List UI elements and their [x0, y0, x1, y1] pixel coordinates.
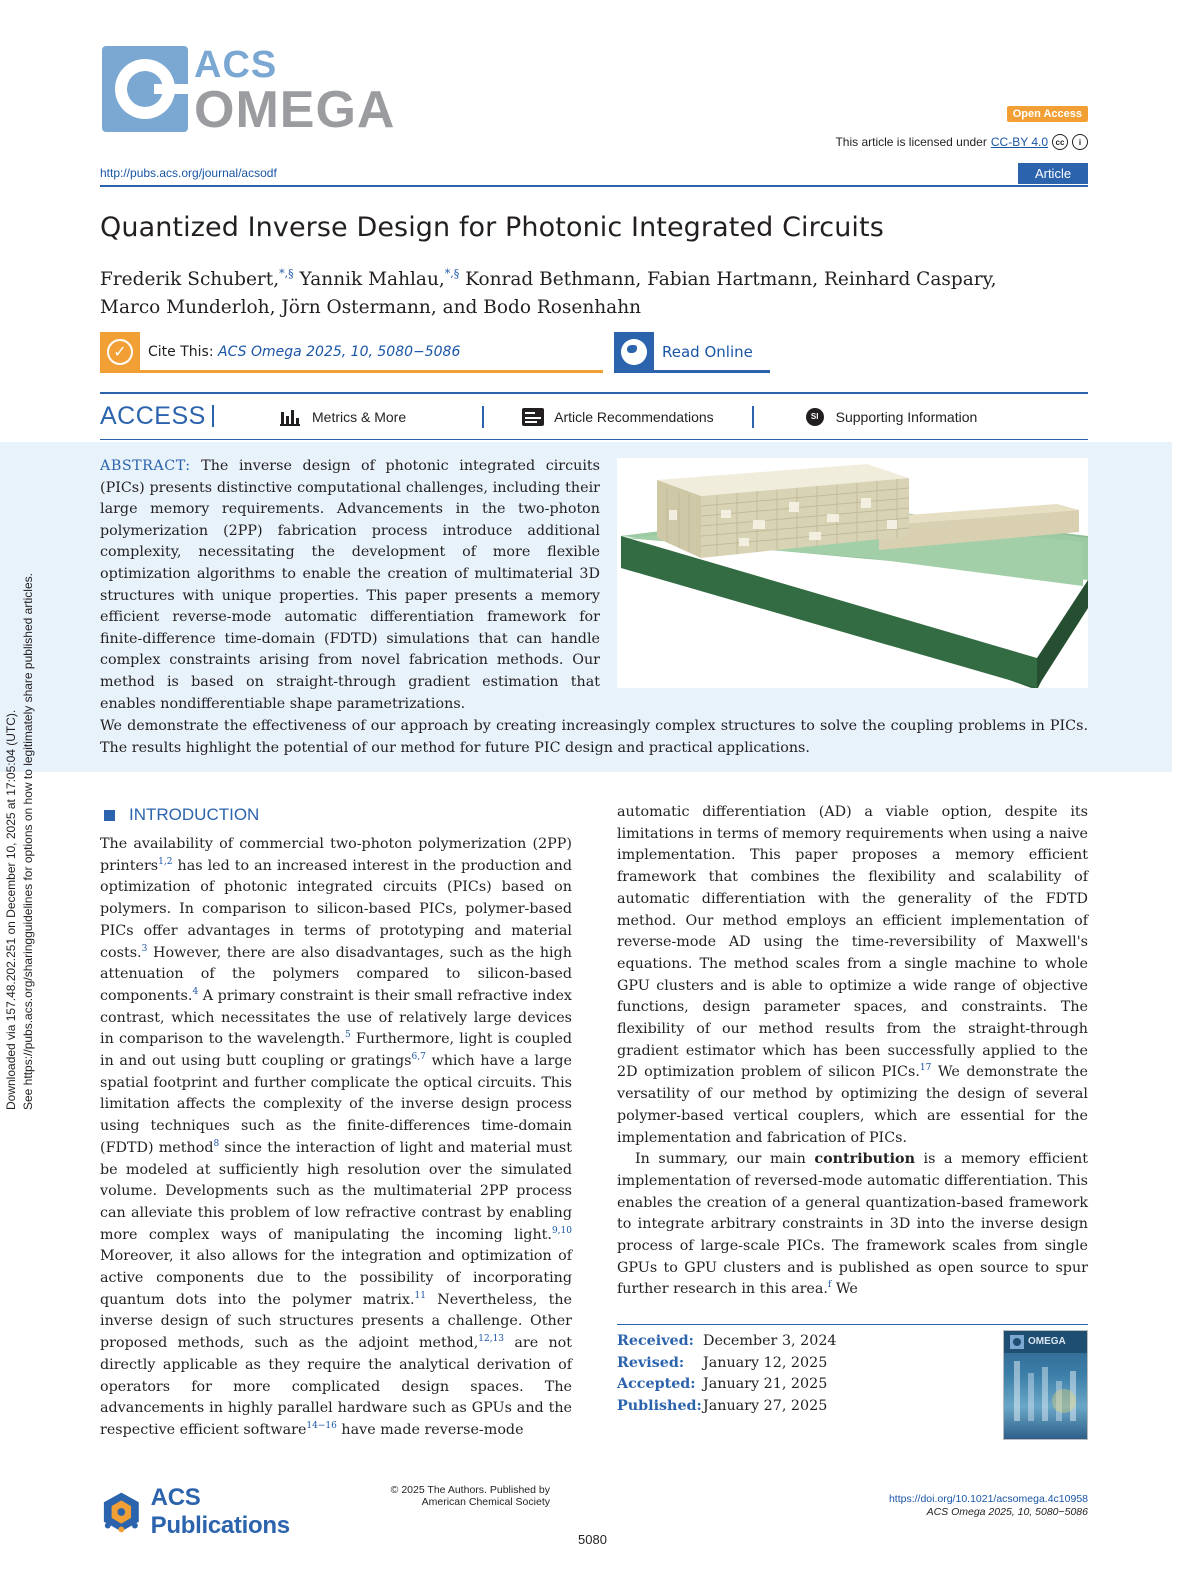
body-text: We demonstrate the versatility of our method by optimizing the design of several polymer-based vertical couplers, which are essential for the implementation and fabrication of PICs. — [617, 1064, 1088, 1146]
body-text: since the interaction of light and material must be modeled at sufficiently high resolution over the simulated volume. Developments such as the multimaterial 2PP process can alleviate this problem of low refractive contrast by enabling more complex ways of manipulating the incoming light. — [100, 1139, 573, 1243]
bold-term: contribution — [814, 1151, 915, 1168]
body-text: In summary, our main — [635, 1151, 815, 1168]
body-text: is a memory efficient implementation of reversed-mode automatic differentiation. This enables the creation of a general quantization-based framework to integrate arbitrary constraints in 3D into the inverse design process of large-scale PICs. The framework scales from single GPUs to GPU clusters and is published as open source to spur further research in this area. — [617, 1151, 1088, 1298]
cite-text — [148, 344, 460, 360]
copyright-line2: American Chemical Society — [421, 1496, 550, 1508]
citation-link[interactable]: 4 — [192, 986, 199, 997]
introduction-heading-text: INTRODUCTION — [129, 805, 260, 824]
publisher-name: ACS Publications — [150, 1484, 290, 1539]
body-text: The availability of commercial two-photon polymerization (2PP) printers — [100, 836, 572, 874]
article-title: Quantized Inverse Design for Photonic Integrated Circuits — [100, 212, 884, 243]
acs-omega-logo — [100, 44, 430, 139]
date-value: January 27, 2025 — [703, 1398, 828, 1415]
journal-citation: ACS Omega 2025, 10, 5080−5086 — [926, 1506, 1088, 1518]
bar-chart-icon — [280, 408, 300, 426]
download-notice-line1: Downloaded via 157.48.202.251 on December 10, 2025 at 17:05:04 (UTC). — [4, 709, 18, 1110]
introduction-heading — [104, 805, 259, 825]
by-icon: i — [1072, 134, 1088, 150]
paragraph — [617, 802, 1088, 1149]
access-label-text: ACCESS — [100, 402, 206, 430]
cite-this-box[interactable] — [100, 333, 603, 373]
citation-link[interactable]: 3 — [141, 943, 148, 954]
checkmark-icon: ✓ — [100, 332, 140, 372]
read-online-label[interactable]: Read Online — [662, 342, 753, 361]
intro-left-column — [100, 834, 572, 1442]
article-type-badge: Article — [1018, 163, 1088, 184]
date-value: January 12, 2025 — [703, 1354, 828, 1371]
access-label — [100, 402, 280, 431]
page-number: 5080 — [578, 1532, 607, 1547]
citation-link[interactable]: 12,13 — [478, 1334, 505, 1345]
cover-title: OMEGA — [1028, 1336, 1066, 1347]
download-notice — [3, 450, 43, 1110]
date-key: Received: — [617, 1333, 694, 1349]
heading-square-icon — [104, 810, 115, 821]
body-text: Nevertheless, the inverse design of such structures presents a challenge. Other proposed methods, such as the adjoint method, — [100, 1291, 572, 1352]
body-text: automatic differentiation (AD) a viable option, despite its limitations in terms of memory requirements when using a naive implementation. This paper proposes a memory efficient framework that combines the flexibility and scalability of automatic differentiation with the generality of the FDTD method. Our method employs an efficient implementation of reverse-mode AD using the time-reversibility of Maxwell's equations. The method scales from a single machine to whole GPU clusters and is able to optimize a wide range of objective functions, design parameter spaces, and constraints. The flexibility of our method results from the straight-through gradient estimator which has been successfully applied to the 2D optimization problem of silicon PICs. — [617, 804, 1088, 1081]
download-notice-line2: See https://pubs.acs.org/sharingguidelines for options on how to legitimately share published articles. — [21, 573, 35, 1110]
globe-icon — [614, 332, 654, 372]
access-separator — [482, 406, 484, 428]
citation-link[interactable]: 17 — [919, 1063, 932, 1074]
supporting-label: Supporting Information — [835, 408, 978, 425]
omega-logo-icon — [100, 44, 190, 134]
license-link[interactable]: CC-BY 4.0 — [990, 135, 1048, 149]
license-line — [835, 134, 1088, 150]
author-mahlau[interactable]: Yannik Mahlau, — [293, 269, 445, 290]
toc-graphic-image — [617, 458, 1088, 688]
citation-link[interactable]: 14−16 — [306, 1420, 337, 1431]
body-text: have made reverse-mode — [336, 1421, 524, 1438]
access-separator — [752, 406, 754, 428]
author-schubert[interactable]: Frederik Schubert, — [100, 269, 280, 290]
cc-icon: cc — [1052, 134, 1068, 150]
journal-cover-image[interactable] — [1003, 1330, 1088, 1440]
date-key: Published: — [617, 1398, 702, 1415]
license-prefix: This article is licensed under — [835, 135, 987, 149]
intro-right-column — [617, 802, 1088, 1301]
citation-link[interactable]: 9,10 — [551, 1225, 572, 1236]
supporting-information-link[interactable] — [806, 408, 978, 426]
citation-link[interactable]: 1,2 — [158, 856, 173, 867]
body-text: has led to an increased interest in the production and optimization of photonic integrated circuits (PICs) based on polymers. In comparison to silicon-based PICs, polymer-based PICs offer advantages in terms of prototyping and material costs. — [100, 857, 572, 961]
abstract-body: The inverse design of photonic integrated circuits (PICs) presents distinctive computational challenges, including their large memory requirements. Advancements in the two-photon polymerization (2PP) fabrication process introduce additional complexity, necessitating the development of more flexible optimization algorithms to enable the creation of multimaterial 3D structures with unique properties. This paper presents a memory efficient reverse-mode automatic differentiation framework for finite-difference time-domain (FDTD) simulations that can handle complex constraints arising from novel fabrication methods. Our method is based on straight-through gradient estimation that enables nondifferentiable shape parametrizations. — [100, 458, 600, 712]
body-text: are not directly applicable as they require the analytical derivation of operators for more complicated design spaces. The advancements in highly parallel hardware such as GPUs and the respective efficient software — [100, 1335, 573, 1438]
doi-link[interactable]: https://doi.org/10.1021/acsomega.4c10958 — [888, 1493, 1088, 1505]
author-list — [100, 260, 1090, 322]
read-online-box[interactable] — [614, 333, 770, 373]
body-text: which have a large spatial footprint and further complicate the optical circuits. This limitation affects the complexity of the inverse design process using techniques such as the finite-differences time-domain (FDTD) method — [100, 1053, 572, 1156]
date-key: Revised: — [617, 1354, 685, 1371]
date-value: January 21, 2025 — [703, 1376, 828, 1393]
logo-acs-text: ACS — [194, 44, 278, 86]
logo-omega-text: OMEGA — [194, 81, 396, 139]
body-text: Furthermore, light is coupled in and out using butt coupling or gratings — [100, 1031, 572, 1070]
journal-url-link[interactable]: http://pubs.acs.org/journal/acsodf — [100, 166, 277, 180]
doi-block — [889, 1493, 1088, 1519]
citation-link[interactable]: 5 — [344, 1030, 351, 1041]
body-text: However, there are also disadvantages, such as the high attenuation of the polymers compared to silicon-based components. — [100, 944, 572, 1004]
metrics-label: Metrics & More — [312, 408, 407, 425]
article-recommendations-link[interactable] — [522, 408, 714, 426]
metrics-more-link[interactable] — [280, 408, 406, 426]
body-text: Moreover, it also allows for the integration and optimization of active components due to the possibility of incorporating quantum dots into the polymer matrix. — [100, 1248, 572, 1308]
header-divider — [100, 185, 1088, 187]
author-affil-2: *,§ — [444, 267, 460, 280]
acs-publications-logo — [100, 1484, 340, 1539]
open-access-badge: Open Access — [1007, 106, 1088, 122]
date-value: December 3, 2024 — [703, 1333, 837, 1349]
authors-line2: Marco Munderloh, Jörn Ostermann, and Bodo Rosenhahn — [100, 297, 642, 318]
cover-art — [1004, 1331, 1088, 1440]
copyright-line1: © 2025 The Authors. Published by — [390, 1484, 550, 1496]
cite-label: Cite This: — [148, 343, 218, 360]
recommendations-label: Article Recommendations — [554, 408, 714, 425]
cite-reference[interactable]: ACS Omega 2025, 10, 5080−5086 — [218, 343, 461, 360]
copyright-notice — [360, 1484, 550, 1508]
footnote-link[interactable]: f — [827, 1280, 832, 1291]
date-key: Accepted: — [617, 1376, 696, 1393]
citation-link[interactable]: 11 — [414, 1290, 426, 1301]
abstract-text — [100, 456, 600, 715]
si-icon: SI — [806, 408, 824, 426]
citation-link[interactable]: 6,7 — [411, 1052, 426, 1063]
abstract-continuation: We demonstrate the effectiveness of our approach by creating increasingly complex structures to solve the coupling problems in PICs. The results highlight the potential of our method for future PIC design and practical applications. — [100, 718, 1088, 756]
abstract-label: ABSTRACT: — [100, 458, 191, 474]
citation-link[interactable]: 8 — [213, 1138, 220, 1149]
authors-rest-line1: Konrad Bethmann, Fabian Hartmann, Reinhard Caspary, — [459, 269, 997, 290]
author-affil-1: *,§ — [279, 267, 294, 280]
body-text: We — [831, 1281, 858, 1298]
acs-hexagon-icon — [100, 1490, 143, 1534]
paragraph — [617, 1149, 1088, 1301]
body-text: A primary constraint is their small refractive index contrast, which necessitates the use of relatively large devices in comparison to the wavelength. — [100, 987, 572, 1048]
recommendations-icon — [522, 408, 544, 426]
access-bar — [100, 392, 1088, 440]
